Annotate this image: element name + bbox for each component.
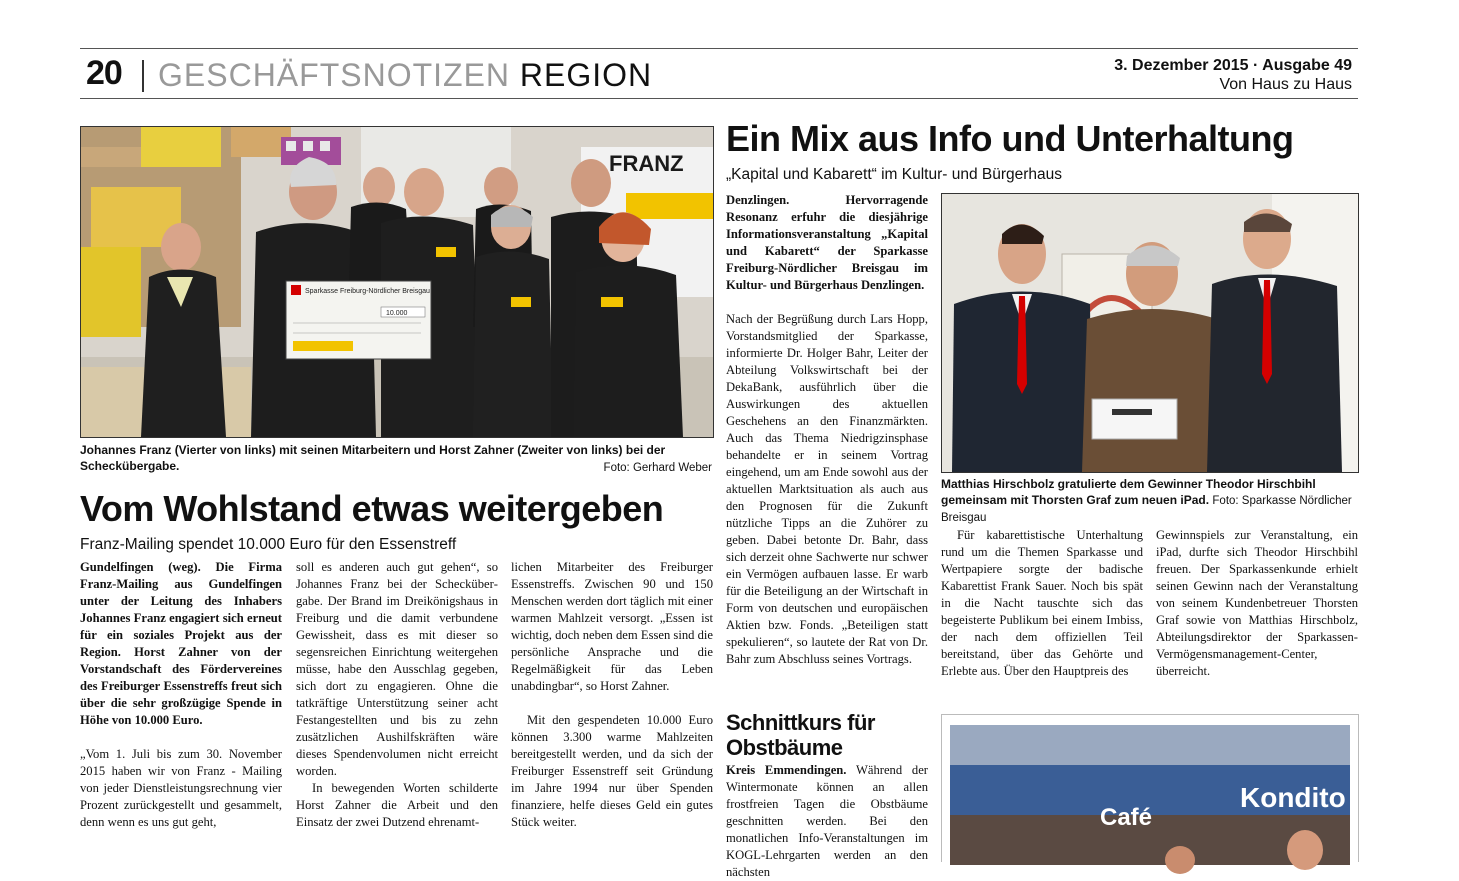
headline-wohlstand: Vom Wohlstand etwas weitergeben (80, 488, 664, 529)
photo-credit-right: Foto: Sparkasse Nördlicher Breisgau (941, 495, 1352, 524)
headline-line: Obstbäume (726, 735, 843, 760)
section-name: GESCHÄFTSNOTIZEN (158, 57, 511, 93)
photo-cheque-handover (80, 126, 714, 438)
article-right-column-3 (1156, 527, 1358, 680)
headline-line: Schnittkurs für (726, 710, 875, 735)
body-text: Während der Wintermonate können an allen frostfreien Tagen die Obstbäume geschnitten werden. Bei den monatlichen Info-Veranstaltungen im KOGL-Lehrgarten werden an den nächsten (726, 763, 928, 879)
section-region: REGION (519, 57, 653, 93)
page-number: 20 (86, 54, 122, 92)
photo-sign-konditorei: Kondito (1240, 782, 1346, 813)
body-paragraph: Nach der Begrüßung durch Lars Hopp, Vorstandsmitglied der Sparkasse, informierte Dr. Holger Bahr, Leiter der Abteilung Volkswirtschaft bei der DekaBank, ausführlich über die Auswirkungen des aktuellen Geschehens an den Finanzmärkten. Auch das Thema Niedrigzinsphase behandelte er in seinem Vortrag eingehend, um am Ende sowohl aus der aktuellen Marktsituation als auch aus den Prognosen für die Zukunft nützliche Tipps an die Zuhörer zu geben. Dabei betonte Dr. Bahr, dass sich derzeit ohne Sachwerte nur schwer ein Vermögen aufbauen lasse. Er warb für die Beteiligung an der Wirtschaft in Form von deutschen und europäischen Aktien bzw. Fonds. „Beteiligen statt spekulieren“, so lautete der Rat von Dr. Bahr zum Abschluss seines Vortrags. (726, 312, 928, 666)
photo-sign-franz: FRANZ (609, 151, 684, 176)
caption-text: Johannes Franz (Vierter von links) mit seinen Mitarbeitern und Horst Zahner (Zweiter von links) bei der Scheckübergabe. (80, 443, 666, 473)
subheadline-mix: „Kapital und Kabarett“ im Kultur- und Bürgerhaus (726, 166, 1063, 183)
body-paragraph: Mit den gespendeten 10.000 Euro können 3.300 warme Mahlzeiten bereitgestellt werden, und da sich der Freiburger Essenstreff seit Gründung im Jahre 1994 nur über Spenden finanziere, helfe dieses Geld ein gutes Stück weiter. (511, 713, 713, 829)
caption-text: Matthias Hirschbolz gratulierte dem Gewinner Theodor Hirschbihl gemeinsam mit Thorsten Graf zum neuen iPad. (941, 477, 1316, 507)
photo-sign-cafe: Café (1100, 804, 1153, 831)
publication-name: Von Haus zu Haus (1219, 76, 1352, 93)
photo-credit-left: Foto: Gerhard Weber (603, 462, 712, 474)
article-right-column-1 (726, 192, 928, 668)
top-rule (80, 48, 1358, 49)
cheque-bank-label: Sparkasse Freiburg-Nördlicher Breisgau (305, 288, 430, 295)
section-title (158, 57, 652, 94)
lead-paragraph: Gundelfingen (weg). Die Firma Franz-Mailing aus Gundelfingen unter der Leitung des Inhabers Johannes Franz engagiert sich erneut für ein soziales Projekt aus der Region. Horst Zahner von der Vorstandschaft des Fördervereines des Freiburger Essenstreffs freut sich über die sehr großzügige Spende in Höhe von 10.000 Euro. (80, 560, 282, 727)
body-paragraph: Für kabarettistische Unterhaltung rund um die Themen Sparkasse und Wertpapiere sorgte der badische Kabarettist Frank Sauer. Noch bis spät in die Nacht tauschte sich das begeisterte Publikum bei einem Imbiss, der nach dem offiziellen Teil bereitstand, über das Gehörte und Erlebte aus. Über den Hauptpreis des (941, 528, 1143, 678)
body-paragraph: In bewegenden Worten schilderte Horst Zahner die Arbeit und den Einsatz der zwei Dutzend ehrenamt- (296, 781, 498, 829)
article-bottom-column (726, 762, 928, 879)
body-paragraph: lichen Mitarbeiter des Freiburger Essenstreffs. Zwischen 90 und 150 Menschen werden dort täglich mit einer warmen Mahlzeit versorgt. „Essen ist wichtig, doch neben dem Essen sind die persönliche Ansprache und die Regelmäßigkeit für das Leben unabdingbar“, so Horst Zahner. (511, 560, 713, 693)
body-paragraph: soll es anderen auch gut gehen“, so Johannes Franz bei der Scheckübergabe. Der Brand im Dreikönigshaus in Freiburg und die damit verbundene Gewissheit, dass es mit dieser so segensreichen Einrichtung weitergehen müsse, habe den Ausschlag gegeben, sich dort zu engagieren. Ohne die tatkräftige Unterstützung seiner acht Festangestellten und bis zu zehn zusätzlichen Aushilfskräften wäre dieses Spendenvolumen nicht erreicht worden. (296, 560, 498, 778)
article-left-column-2 (296, 559, 498, 831)
lead-paragraph: Denzlingen. Hervorragende Resonanz erfuhr die diesjährige Informationsveranstaltung „Kapital und Kabarett“ der Sparkasse Freiburg-Nördlicher Breisgau im Kultur- und Bürgerhaus Denzlingen. (726, 193, 928, 292)
photo-frame-cafe (941, 714, 1359, 862)
photo-caption-right (941, 476, 1359, 526)
subheadline-wohlstand: Franz-Mailing spendet 10.000 Euro für den Essenstreff (80, 536, 457, 553)
header-divider (142, 60, 144, 92)
body-paragraph: „Vom 1. Juli bis zum 30. November 2015 haben wir von Franz - Mailing von jeder Dienstleistungsrechnung vier Prozent zurückgestellt und gesammelt, denn wenn es uns gut geht, (80, 747, 282, 829)
article-left-column-1 (80, 559, 282, 831)
photo-ipad-winner (941, 193, 1359, 473)
headline-schnittkurs (726, 710, 936, 760)
cheque-amount: 10.000 (386, 310, 408, 317)
headline-mix: Ein Mix aus Info und Unterhaltung (726, 118, 1294, 159)
article-right-column-2 (941, 527, 1143, 680)
header-rule (80, 98, 1358, 99)
lead-location: Kreis Emmendingen. (726, 763, 847, 777)
body-paragraph: Gewinnspiels zur Veranstaltung, ein iPad, durfte sich Theodor Hirschbihl freuen. Der Sparkassenkunde erhielt seinen Gewinn nach der Veranstaltung von seinem Kundenbetreuer Thorsten Graf sowie von Matthias Hirschbolz, Abteilungsdirektor der Sparkassen-Vermögensmanagement-Center, überreicht. (1156, 528, 1358, 678)
issue-date: 3. Dezember 2015 · Ausgabe 49 (1114, 57, 1352, 74)
article-left-column-3 (511, 559, 713, 831)
